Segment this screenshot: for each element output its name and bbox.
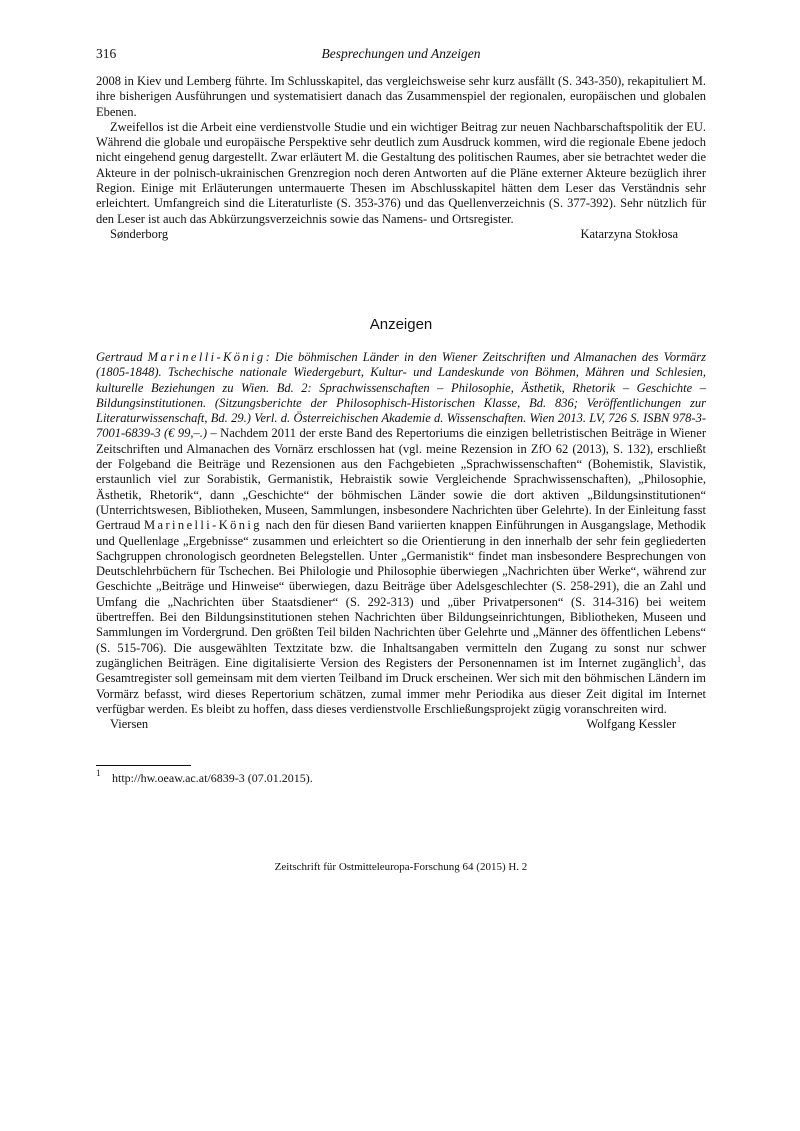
review-paragraph-1: 2008 in Kiev und Lemberg führte. Im Schlusskapitel, das vergleichsweise sehr kurz ausfällt (S. 343-350), rekapituliert M. ihre bisherigen Ausführungen und systematisiert danach das Zusammenspiel der regionalen, europäischen und globalen Ebenen.: [96, 74, 706, 119]
signature-name: Katarzyna Stokłosa: [580, 226, 678, 241]
page-number: 316: [96, 46, 117, 61]
notice-text-b: nach den für diesen Band variierten knappen Einführungen in Ausgangslage, Methodik und Quellenlage „Ergebnisse“ zusammen und erleichtert so die Orientierung in den innerhalb der sehr fein gegliederten Sachgruppen chronologisch geordneten Belegstellen. Unter „Germanistik“ findet man insbesondere Besprechungen von Deutschlehrbüchern für Tschechen. Bei Philologie und Philosophie überwiegen „Nachrichten über Werke“, während zur Geschichte „Beiträge und Hinweise“ überwiegen, dazu Beiträge über Adelsgeschlechter (S. 258-291), die an Zahl und Umfang die „Nachrichten über Staatsdiener“ (S. 292-313) und „über Privatpersonen“ (S. 314-316) bei weitem übertreffen. Bei den Bildungsinstitutionen stehen Nachrichten über Bildungseinrichtungen, Bibliotheken, Museen und Sammlungen im Vordergrund. Den größten Teil bilden Nachrichten über Gelehrte und „Männer des öffentlichen Lebens“ (S. 515-706). Die ausgewählten Textzitate bzw. die Inhaltsangaben vermitteln den Zugang zu sonst nur schwer zugänglichen Beiträgen. Eine digitalisierte Version des Registers der Personennamen ist im Internet zugänglich: [96, 518, 706, 670]
review-signature: [96, 227, 706, 243]
footnote-text: http://hw.oeaw.ac.at/6839-3 (07.01.2015).: [112, 771, 313, 785]
notice-paragraph: [96, 350, 706, 717]
footnote-reference: 1: [677, 654, 682, 664]
section-heading: Anzeigen: [369, 316, 433, 333]
notice-signature: [96, 717, 706, 733]
notice-title: : Die böhmischen Länder in den Wiener Zeitschriften und Almanachen des Vormärz (1805-1848). Tschechische nationale Wiedergeburt, Kultur- und Landeskunde von Böhmen, Mähren und Schlesien, kulturelle Beziehungen zu Wien. Bd. 2: Sprachwissenschaften – Philosophie, Ästhetik, Rhetorik – Geschichte – Bildungsinstitutionen. (Sitzungsberichte der Philosophisch-Historischen Klasse, Bd. 836; Veröffentlichungen zur Literaturwissenschaft, Bd. 29.) Verl. d. Österreichischen Akademie d. Wissenschaften. Wien 2013. LV, 726 S. ISBN 978-3-7001-6839-3 (€ 99,–.): [96, 350, 706, 441]
notice-signature-place: Viersen: [110, 717, 149, 732]
review-text: [96, 74, 706, 243]
review-paragraph-2: Zweifellos ist die Arbeit eine verdienstvolle Studie und ein wichtiger Beitrag zur neuen Nachbarschaftspolitik der EU. Während die globale und europäische Perspektive sehr deutlich zum Ausdruck kommen, wird die regionale Ebene jedoch nicht eingehend genug dargestellt. Zwar erläutert M. die Gestaltung des politischen Raumes, aber sie betrachtet weder die Akteure in der polnisch-ukrainischen Grenzregion noch deren Antworten auf die Pläne externer Akteure bezüglich ihrer Region. Einige mit Erläuterungen untermauerte Thesen im Abschlusskapitel hätten dem Leser das Verständnis sehr erleichtert. Umfangreich sind die Literaturliste (S. 353-376) und das Quellenverzeichnis (S. 377-392). Sehr nützlich für den Leser ist auch das Abkürzungsverzeichnis sowie das Namens- und Ortsregister.: [96, 119, 706, 226]
signature-place: Sønderborg: [110, 226, 169, 241]
page-footer: Zeitschrift für Ostmitteleuropa-Forschung 64 (2015) H. 2: [274, 861, 528, 873]
notice-author-last: Marinelli-König: [147, 350, 266, 364]
running-head: [96, 46, 706, 66]
running-title: Besprechungen und Anzeigen: [321, 46, 481, 61]
notice-text-a: – Nachdem 2011 der erste Band des Repertoriums die einzigen belletristischen Beiträge in Wiener Zeitschriften und Almanachen des Vornärz erschlossen hat (vgl. meine Rezension in ZfO 62 (2013), S. 132), erschließt der Folgeband die Beiträge und Rezensionen aus den Fachgebieten „Sprachwissenschaften“ (Bohemistik, Slavistik, erstaunlich viel zur Sorabistik, Germanistik, Hebraistik sowie Vergleichende Sprachwissenschaften), „Philosophie, Ästhetik, Rhetorik“, dann „Geschichte“ der böhmischen Länder sowie die dort aktiven „Bildungsinstitutionen“ (Unterrichtswesen, Bibliotheken, Museen, Sammlungen, insbesondere Nachrichten über Gelehrte). In der Einleitung fasst Gertraud: [96, 426, 706, 533]
notice-text-c: , das Gesamtregister soll gemeinsam mit dem vierten Teilband im Druck erscheinen. Wer sich mit den böhmischen Ländern im Vormärz befasst, wird dieses Repertorium schätzen, zumal immer mehr Periodika aus dieser Zeit digital im Internet verfügbar werden. Es bleibt zu hoffen, dass dieses verdienstvolle Erschließungsprojekt zügig voranschreiten wird.: [96, 655, 706, 716]
notice-text: [96, 350, 706, 733]
notice-signature-name: Wolfgang Kessler: [586, 717, 676, 732]
notice-author-last-2: Marinelli-König: [144, 518, 262, 533]
footnote-mark: 1: [96, 768, 101, 778]
notice-author-first: Gertraud: [96, 350, 148, 364]
footnote-rule: [96, 765, 191, 766]
